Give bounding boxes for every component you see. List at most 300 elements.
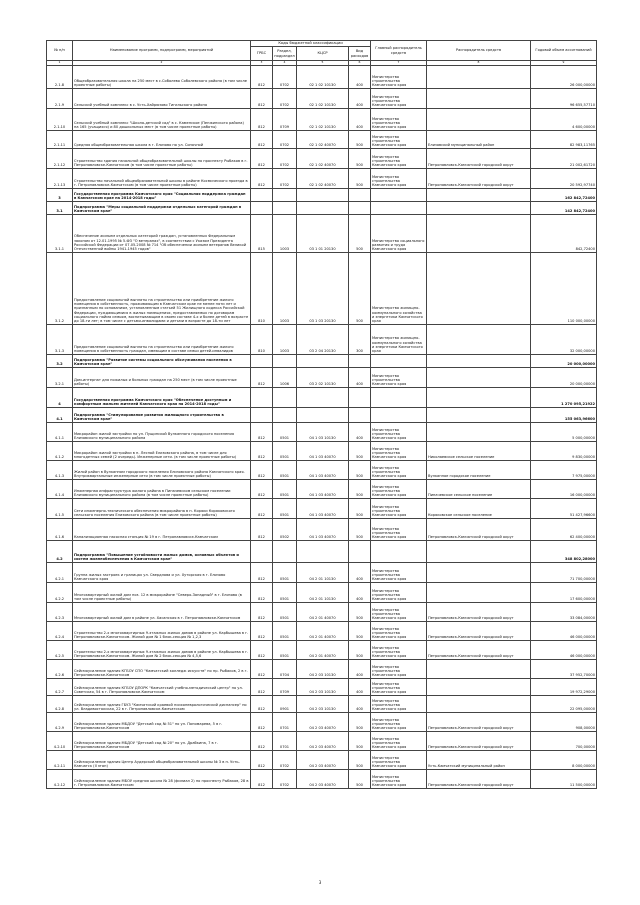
row-name: Сейсмоусиление здания КГБОУ ДПОРК "Камчатский учебно-методический центр" по ул. Советская, 54 в г. Петропавловске-Камчатском bbox=[73, 678, 251, 695]
row-main-manager bbox=[371, 354, 427, 367]
row-main-manager: Министерство строительства Камчатского края bbox=[371, 769, 427, 788]
row-name: Обеспечение жильем отдельных категорий граждан, установленных Федеральным законом от 12.01.1995 № 5-ФЗ "О ветеранах", в соответствии с Указом Президента Российской Федерации от 07.05.2008 № 714 "Об обеспечении жильем ветеранов Великой Отечественной войны 1941-1945 годов" bbox=[73, 214, 251, 252]
row-name: Канализационная насосная станция № 19 в г. Петропавловске-Камчатском bbox=[73, 518, 251, 540]
header-grbs: ГРБС bbox=[251, 47, 273, 61]
row-kcsr bbox=[297, 354, 349, 367]
row-grbs: 810 bbox=[251, 324, 273, 354]
table-row bbox=[47, 518, 597, 540]
table-row bbox=[47, 750, 597, 769]
row-name: Строительство 2-х многоквартирных 9-этажных жилых домов в районе ул. Карбышева в г. Петропавловске-Камчатском. Жилой дом № 1 блок-секция № 1,2,3 bbox=[73, 621, 251, 640]
row-name: Предоставление социальной выплаты на строительство или приобретение жилого помещения в собственность граждан, имеющим в составе семьи детей-инвалидов bbox=[73, 324, 251, 354]
row-total: 1 270 095,21922 bbox=[531, 387, 597, 407]
row-razdel: 0501 bbox=[273, 498, 297, 518]
row-main-manager: Министерство строительства Камчатского края bbox=[371, 621, 427, 640]
row-total: 71 700,00000 bbox=[531, 562, 597, 582]
row-razdel: 0501 bbox=[273, 479, 297, 498]
table-row bbox=[47, 678, 597, 695]
row-kcsr: 04 2 03 10130 bbox=[297, 695, 349, 712]
row-main-manager: Министерство строительства Камчатского края bbox=[371, 441, 427, 460]
row-kcsr: 04 2 01 40070 bbox=[297, 602, 349, 621]
table-row bbox=[47, 367, 597, 387]
row-number: 4.2.11 bbox=[47, 750, 73, 769]
row-main-manager: Министерство строительства Камчатского края bbox=[371, 367, 427, 387]
row-grbs bbox=[251, 407, 273, 422]
row-vr: 500 bbox=[349, 252, 371, 324]
row-number: 4.2.3 bbox=[47, 602, 73, 621]
row-grbs: 812 bbox=[251, 441, 273, 460]
row-vr: 300 bbox=[349, 324, 371, 354]
table-row bbox=[47, 252, 597, 324]
row-grbs: 812 bbox=[251, 712, 273, 731]
row-razdel: 0702 bbox=[273, 130, 297, 148]
row-name: Многоквартирный жилой дом поз. 12 в микрорайоне "Северо-Западный" в г. Елизово (в том числе проектные работы) bbox=[73, 582, 251, 602]
row-vr: 500 bbox=[349, 130, 371, 148]
row-total: 9 830,00000 bbox=[531, 441, 597, 460]
row-vr bbox=[349, 201, 371, 214]
table-row bbox=[47, 88, 597, 108]
row-recipient bbox=[427, 367, 531, 387]
row-grbs: 812 bbox=[251, 695, 273, 712]
table-row bbox=[47, 130, 597, 148]
row-grbs: 810 bbox=[251, 252, 273, 324]
row-kcsr: 02 1 02 10130 bbox=[297, 65, 349, 88]
row-number: 4.1.4 bbox=[47, 479, 73, 498]
row-vr: 500 bbox=[349, 498, 371, 518]
row-grbs: 812 bbox=[251, 65, 273, 88]
row-grbs: 812 bbox=[251, 659, 273, 678]
row-number: 4.1.2 bbox=[47, 441, 73, 460]
row-kcsr: 04 1 03 40070 bbox=[297, 518, 349, 540]
row-total: 20 000,00000 bbox=[531, 367, 597, 387]
row-kcsr: 04 2 01 40070 bbox=[297, 640, 349, 659]
table-row bbox=[47, 387, 597, 407]
col-number: 1 bbox=[47, 61, 73, 66]
row-kcsr: 04 1 03 40070 bbox=[297, 479, 349, 498]
row-grbs: 812 bbox=[251, 108, 273, 130]
row-vr: 400 bbox=[349, 562, 371, 582]
row-grbs: 812 bbox=[251, 422, 273, 441]
row-name: Подпрограмма "Меры социальной поддержки отдельных категорий граждан в Камчатском крае" bbox=[73, 201, 251, 214]
row-recipient bbox=[427, 214, 531, 252]
row-vr: 500 bbox=[349, 731, 371, 750]
row-razdel bbox=[273, 201, 297, 214]
row-total: 22 095,00000 bbox=[531, 695, 597, 712]
row-vr bbox=[349, 540, 371, 562]
row-number: 4.2.5 bbox=[47, 640, 73, 659]
table-row bbox=[47, 324, 597, 354]
table-row bbox=[47, 479, 597, 498]
row-total: 110 000,00000 bbox=[531, 252, 597, 324]
table-row bbox=[47, 214, 597, 252]
row-total: 20 000,00000 bbox=[531, 354, 597, 367]
row-recipient bbox=[427, 188, 531, 201]
row-grbs: 815 bbox=[251, 214, 273, 252]
row-number: 4.2 bbox=[47, 540, 73, 562]
row-total: 37 952,70000 bbox=[531, 659, 597, 678]
table-row bbox=[47, 540, 597, 562]
table-row bbox=[47, 354, 597, 367]
row-vr: 400 bbox=[349, 659, 371, 678]
row-total: 5 000,00000 bbox=[531, 422, 597, 441]
row-total: 32 000,00000 bbox=[531, 324, 597, 354]
row-kcsr: 02 1 02 10130 bbox=[297, 108, 349, 130]
row-kcsr: 04 2 03 40070 bbox=[297, 750, 349, 769]
row-vr: 400 bbox=[349, 695, 371, 712]
row-name: Подпрограмма "Стимулирование развития жилищного строительства в Камчатском крае" bbox=[73, 407, 251, 422]
row-grbs: 812 bbox=[251, 678, 273, 695]
row-total: 46 000,00000 bbox=[531, 621, 597, 640]
row-razdel: 0501 bbox=[273, 562, 297, 582]
row-total: 11 500,00000 bbox=[531, 769, 597, 788]
row-grbs: 812 bbox=[251, 582, 273, 602]
row-recipient: Петропавловск-Камчатский городской округ bbox=[427, 518, 531, 540]
row-name: Предоставление социальной выплаты на строительство или приобретение жилого помещения в собственность, проживающим в Камчатском крае не менее пяти лет и признанным по основаниям, установленным статьей 51 Жилищного кодекса Российской Федерации, нуждающимися в жилых помещениях, предоставляемых по договорам социального найма семьям, воспитывающим в своем составе 4-х и более детей в возрасте до 18-ти лет; в том числе с детьми-инвалидами и детьми в возрасте до 18-ти лет bbox=[73, 252, 251, 324]
row-kcsr: 04 2 01 10130 bbox=[297, 582, 349, 602]
row-number: 4 bbox=[47, 387, 73, 407]
row-recipient bbox=[427, 387, 531, 407]
row-number: 4.2.9 bbox=[47, 712, 73, 731]
col-number: 5 bbox=[297, 61, 349, 66]
row-grbs: 812 bbox=[251, 731, 273, 750]
table-row bbox=[47, 148, 597, 168]
table-row bbox=[47, 621, 597, 640]
header-main-manager: Главный распорядитель средств bbox=[371, 41, 427, 61]
row-grbs bbox=[251, 387, 273, 407]
header-num: № п/п bbox=[47, 41, 73, 61]
table-row bbox=[47, 640, 597, 659]
row-grbs: 812 bbox=[251, 88, 273, 108]
row-main-manager: Министерство строительства Камчатского края bbox=[371, 712, 427, 731]
row-vr: 400 bbox=[349, 582, 371, 602]
row-number: 4.2.8 bbox=[47, 695, 73, 712]
row-razdel bbox=[273, 407, 297, 422]
row-grbs: 812 bbox=[251, 498, 273, 518]
row-number: 3.1.3 bbox=[47, 324, 73, 354]
table-row bbox=[47, 659, 597, 678]
row-razdel: 0702 bbox=[273, 65, 297, 88]
row-grbs: 812 bbox=[251, 130, 273, 148]
row-kcsr: 04 2 01 10130 bbox=[297, 562, 349, 582]
row-razdel: 0501 bbox=[273, 441, 297, 460]
row-main-manager: Министерство строительства Камчатского края bbox=[371, 678, 427, 695]
row-name: Государственная программа Камчатского края "Обеспечение доступным и комфортным жильем жителей Камчатского края на 2014-2018 годы" bbox=[73, 387, 251, 407]
col-number: 2 bbox=[73, 61, 251, 66]
row-kcsr: 03 1 01 20130 bbox=[297, 214, 349, 252]
row-recipient bbox=[427, 422, 531, 441]
row-kcsr: 02 1 02 40070 bbox=[297, 168, 349, 188]
row-razdel: 0704 bbox=[273, 659, 297, 678]
table-row bbox=[47, 201, 597, 214]
row-razdel bbox=[273, 387, 297, 407]
row-recipient: Петропавловск-Камчатский городской округ bbox=[427, 148, 531, 168]
row-number: 3.1 bbox=[47, 201, 73, 214]
row-recipient bbox=[427, 695, 531, 712]
row-grbs bbox=[251, 354, 273, 367]
row-main-manager: Министерство строительства Камчатского края bbox=[371, 422, 427, 441]
row-total: 19 972,29000 bbox=[531, 678, 597, 695]
row-main-manager: Министерство строительства Камчатского края bbox=[371, 168, 427, 188]
row-razdel bbox=[273, 540, 297, 562]
row-kcsr: 04 1 03 40070 bbox=[297, 498, 349, 518]
row-vr bbox=[349, 354, 371, 367]
row-grbs bbox=[251, 201, 273, 214]
row-name: Сейсмоусиление здания МБДОУ "Детский сад № 51" по ул. Пономарева, 5 в г. Петропавловске-Камчатском bbox=[73, 712, 251, 731]
table-body bbox=[47, 65, 597, 788]
row-vr: 500 bbox=[349, 750, 371, 769]
row-razdel: 1006 bbox=[273, 367, 297, 387]
row-razdel bbox=[273, 188, 297, 201]
row-vr: 400 bbox=[349, 367, 371, 387]
row-recipient bbox=[427, 88, 531, 108]
row-razdel: 1003 bbox=[273, 252, 297, 324]
header-codes-group: Коды бюджетной классификации bbox=[251, 41, 371, 47]
row-grbs: 812 bbox=[251, 518, 273, 540]
row-grbs: 812 bbox=[251, 460, 273, 479]
row-razdel: 0501 bbox=[273, 602, 297, 621]
row-name: Сейсмоусиление здания КГБОУ СПО "Камчатский колледж искусств" по пр. Рыбаков, 2 в г. Петропавловске-Камчатском bbox=[73, 659, 251, 678]
row-recipient: Коряковское сельское поселение bbox=[427, 498, 531, 518]
row-razdel: 0501 bbox=[273, 460, 297, 479]
row-number: 2.1.12 bbox=[47, 148, 73, 168]
row-recipient bbox=[427, 354, 531, 367]
row-name: Сейсмоусиление здания МБОУ средняя школа № 28 (филиал 2) по проспекту Рыбаков, 28 в г. Петропавловске-Камчатском bbox=[73, 769, 251, 788]
row-vr: 500 bbox=[349, 214, 371, 252]
row-vr: 500 bbox=[349, 602, 371, 621]
row-number: 3.1.1 bbox=[47, 214, 73, 252]
row-recipient bbox=[427, 324, 531, 354]
row-recipient bbox=[427, 252, 531, 324]
row-vr: 500 bbox=[349, 712, 371, 731]
row-vr: 500 bbox=[349, 168, 371, 188]
row-recipient: Петропавловск-Камчатский городской округ bbox=[427, 640, 531, 659]
row-recipient: Петропавловск-Камчатский городской округ bbox=[427, 712, 531, 731]
row-number: 2.1.8 bbox=[47, 65, 73, 88]
row-main-manager: Министерство строительства Камчатского края bbox=[371, 659, 427, 678]
budget-table-sheet bbox=[46, 40, 596, 789]
row-grbs bbox=[251, 540, 273, 562]
row-vr: 500 bbox=[349, 441, 371, 460]
row-number: 4.2.12 bbox=[47, 769, 73, 788]
row-grbs: 812 bbox=[251, 367, 273, 387]
row-main-manager: Министерство строительства Камчатского края bbox=[371, 640, 427, 659]
row-name: Сельский учебный комплекс в с. Усть-Хайрюзово Тигильского района bbox=[73, 88, 251, 108]
row-recipient bbox=[427, 562, 531, 582]
row-name: Сейсмоусиление здания МБДОУ "Детский сад № 20" по ул. Драбкина, 7 в г. Петропавловске-Камчатском bbox=[73, 731, 251, 750]
row-number: 4.2.4 bbox=[47, 621, 73, 640]
row-name: Микрорайон жилой застройки по ул. Пущинской Вулканного городского поселения Елизовского муниципального района bbox=[73, 422, 251, 441]
row-kcsr bbox=[297, 188, 349, 201]
row-kcsr: 02 1 02 10130 bbox=[297, 88, 349, 108]
row-grbs: 812 bbox=[251, 621, 273, 640]
row-grbs: 812 bbox=[251, 148, 273, 168]
row-recipient: Петропавловск-Камчатский городской округ bbox=[427, 769, 531, 788]
row-name: Общеобразовательная школа на 250 мест в с.Соболево Соболевского района (в том числе проектные работы) bbox=[73, 65, 251, 88]
row-razdel: 0702 bbox=[273, 769, 297, 788]
page-number: 3 bbox=[318, 880, 322, 885]
row-number: 4.2.2 bbox=[47, 582, 73, 602]
row-kcsr: 02 1 02 40070 bbox=[297, 130, 349, 148]
row-number: 4.2.6 bbox=[47, 659, 73, 678]
row-recipient bbox=[427, 65, 531, 88]
row-name: Строительство 2-х многоквартирных 9-этажных жилых домов в районе ул. Карбышева в г. Петропавловске-Камчатском. Жилой дом № 2 блок-секция № 4,5,6 bbox=[73, 640, 251, 659]
row-recipient: Петропавловск-Камчатский городской округ bbox=[427, 731, 531, 750]
row-number: 4.2.10 bbox=[47, 731, 73, 750]
row-recipient: Петропавловск-Камчатский городской округ bbox=[427, 168, 531, 188]
row-razdel: 0501 bbox=[273, 640, 297, 659]
table-row bbox=[47, 712, 597, 731]
row-total: 21 002,61720 bbox=[531, 148, 597, 168]
header-recipient: Распорядитель средств bbox=[427, 41, 531, 61]
row-vr: 500 bbox=[349, 148, 371, 168]
row-kcsr: 04 2 03 10130 bbox=[297, 659, 349, 678]
row-kcsr: 04 1 03 40070 bbox=[297, 460, 349, 479]
row-grbs: 812 bbox=[251, 602, 273, 621]
row-total: 8 000,00000 bbox=[531, 750, 597, 769]
row-number: 2.1.10 bbox=[47, 108, 73, 130]
row-number: 3.2.1 bbox=[47, 367, 73, 387]
row-recipient: Петропавловск-Камчатский городской округ bbox=[427, 621, 531, 640]
row-grbs: 812 bbox=[251, 750, 273, 769]
row-main-manager bbox=[371, 540, 427, 562]
col-number: 6 bbox=[349, 61, 371, 66]
col-number: 3 bbox=[251, 61, 273, 66]
row-vr bbox=[349, 188, 371, 201]
row-number: 3.1.2 bbox=[47, 252, 73, 324]
row-total: 46 000,00000 bbox=[531, 640, 597, 659]
row-main-manager: Министерство строительства Камчатского края bbox=[371, 130, 427, 148]
row-main-manager: Министерство социального развития и труда Камчатского края bbox=[371, 214, 427, 252]
row-main-manager bbox=[371, 201, 427, 214]
table-row bbox=[47, 65, 597, 88]
row-recipient bbox=[427, 582, 531, 602]
row-razdel: 1003 bbox=[273, 324, 297, 354]
row-recipient: Елизовский муниципальный район bbox=[427, 130, 531, 148]
row-grbs: 812 bbox=[251, 769, 273, 788]
row-total: 62 400,00000 bbox=[531, 518, 597, 540]
row-number: 2.1.11 bbox=[47, 130, 73, 148]
row-main-manager: Министерство строительства Камчатского края bbox=[371, 148, 427, 168]
col-number: 8 bbox=[427, 61, 531, 66]
row-main-manager: Министерство строительства Камчатского края bbox=[371, 602, 427, 621]
row-name: Средняя общеобразовательная школа в г. Елизово по ул. Сопочной bbox=[73, 130, 251, 148]
row-kcsr: 04 2 01 40070 bbox=[297, 621, 349, 640]
row-name: Строительство здания начальной общеобразовательной школы по проспекту Рыбаков в г. Петропавловске-Камчатском (в том числе проектные работы) bbox=[73, 148, 251, 168]
row-vr: 400 bbox=[349, 422, 371, 441]
row-kcsr: 04 1 03 40070 bbox=[297, 441, 349, 460]
row-razdel: 0501 bbox=[273, 582, 297, 602]
row-kcsr: 04 2 03 10130 bbox=[297, 678, 349, 695]
header-kcsr: КЦСР bbox=[297, 47, 349, 61]
row-razdel: 0501 bbox=[273, 422, 297, 441]
row-vr bbox=[349, 407, 371, 422]
table-row bbox=[47, 188, 597, 201]
row-vr: 500 bbox=[349, 479, 371, 498]
table-header bbox=[47, 41, 597, 66]
row-recipient: Вулканное городское поселение bbox=[427, 460, 531, 479]
table-row bbox=[47, 562, 597, 582]
row-razdel: 0502 bbox=[273, 518, 297, 540]
row-kcsr: 04 2 03 40070 bbox=[297, 712, 349, 731]
col-number: 9 bbox=[531, 61, 597, 66]
row-vr: 400 bbox=[349, 678, 371, 695]
row-number: 3.2 bbox=[47, 354, 73, 367]
row-number: 4.2.1 bbox=[47, 562, 73, 582]
row-recipient bbox=[427, 659, 531, 678]
row-razdel: 0501 bbox=[273, 621, 297, 640]
row-main-manager: Министерство строительства Камчатского края bbox=[371, 65, 427, 88]
row-total: 4 600,00000 bbox=[531, 108, 597, 130]
col-number: 4 bbox=[273, 61, 297, 66]
row-main-manager: Министерство строительства Камчатского края bbox=[371, 108, 427, 130]
row-vr: 500 bbox=[349, 460, 371, 479]
row-main-manager: Министерство жилищно-коммунального хозяйства и энергетики Камчатского края bbox=[371, 324, 427, 354]
row-grbs: 812 bbox=[251, 562, 273, 582]
row-vr: 500 bbox=[349, 621, 371, 640]
row-main-manager: Министерство строительства Камчатского края bbox=[371, 750, 427, 769]
row-recipient: Николаевское сельское поселение bbox=[427, 441, 531, 460]
row-main-manager: Министерство строительства Камчатского края bbox=[371, 695, 427, 712]
row-main-manager: Министерство строительства Камчатского края bbox=[371, 582, 427, 602]
table-row bbox=[47, 731, 597, 750]
table-row bbox=[47, 168, 597, 188]
table-row bbox=[47, 602, 597, 621]
row-recipient bbox=[427, 407, 531, 422]
row-vr: 400 bbox=[349, 88, 371, 108]
table-row bbox=[47, 460, 597, 479]
row-recipient bbox=[427, 201, 531, 214]
row-number: 4.2.7 bbox=[47, 678, 73, 695]
row-kcsr bbox=[297, 540, 349, 562]
row-main-manager: Министерство строительства Камчатского края bbox=[371, 88, 427, 108]
row-name: Сейсмоусиление здания Центр Аудерский общеобразовательной школы № 3 в п. Усть-Камчатск (II этап) bbox=[73, 750, 251, 769]
row-total: 17 600,00000 bbox=[531, 582, 597, 602]
row-kcsr: 04 2 03 40070 bbox=[297, 769, 349, 788]
row-razdel: 0702 bbox=[273, 88, 297, 108]
row-total: 700,00000 bbox=[531, 731, 597, 750]
header-vr: Вид расходов bbox=[349, 47, 371, 61]
row-grbs: 812 bbox=[251, 640, 273, 659]
row-name: Сельский учебный комплекс "Школа-детский сад" в с. Каменское (Пенжинского района) на 165 (учащихся) и 80 дошкольных мест (в том числе проектные работы) bbox=[73, 108, 251, 130]
row-kcsr: 04 2 03 40070 bbox=[297, 731, 349, 750]
row-name: Дом-интернат для пожилых и больных граждан на 250 мест (в том числе проектные работы) bbox=[73, 367, 251, 387]
row-number: 4.1.6 bbox=[47, 518, 73, 540]
row-total: 51 427,96600 bbox=[531, 498, 597, 518]
row-grbs bbox=[251, 188, 273, 201]
row-recipient bbox=[427, 108, 531, 130]
row-main-manager: Министерство строительства Камчатского края bbox=[371, 562, 427, 582]
row-total: 20 592,97740 bbox=[531, 168, 597, 188]
row-name: Жилой район в Вулканном городского поселения Елизовского района Камчатского края. Внутриквартальные инженерные сети (в том числе проектные работы) bbox=[73, 460, 251, 479]
header-name: Наименование программ, подпрограмм, мероприятий bbox=[73, 41, 251, 61]
row-total: 142 842,72400 bbox=[531, 201, 597, 214]
row-number: 2.1.9 bbox=[47, 88, 73, 108]
row-name: Строительство начальной общеобразовательной школы в районе Космического проезда в г. Петропавловске-Камчатском (в том числе проектные работы) bbox=[73, 168, 251, 188]
row-number: 4.1.1 bbox=[47, 422, 73, 441]
row-kcsr: 03 2 02 10130 bbox=[297, 367, 349, 387]
row-number: 4.1.3 bbox=[47, 460, 73, 479]
row-razdel: 0702 bbox=[273, 148, 297, 168]
row-main-manager bbox=[371, 188, 427, 201]
row-kcsr: 03 2 04 20130 bbox=[297, 324, 349, 354]
row-total: 96 655,57710 bbox=[531, 88, 597, 108]
row-main-manager: Министерство строительства Камчатского края bbox=[371, 498, 427, 518]
row-grbs: 812 bbox=[251, 479, 273, 498]
row-name: Подпрограмма "Развитие системы социального обслуживания населения в Камчатском крае" bbox=[73, 354, 251, 367]
row-razdel: 0701 bbox=[273, 731, 297, 750]
row-name: Сети инженерно-технического обеспечения микрорайона в п. Коряки Коряковского сельского поселения Елизовского района (в том числе проектные работы) bbox=[73, 498, 251, 518]
table-row bbox=[47, 407, 597, 422]
row-recipient bbox=[427, 540, 531, 562]
